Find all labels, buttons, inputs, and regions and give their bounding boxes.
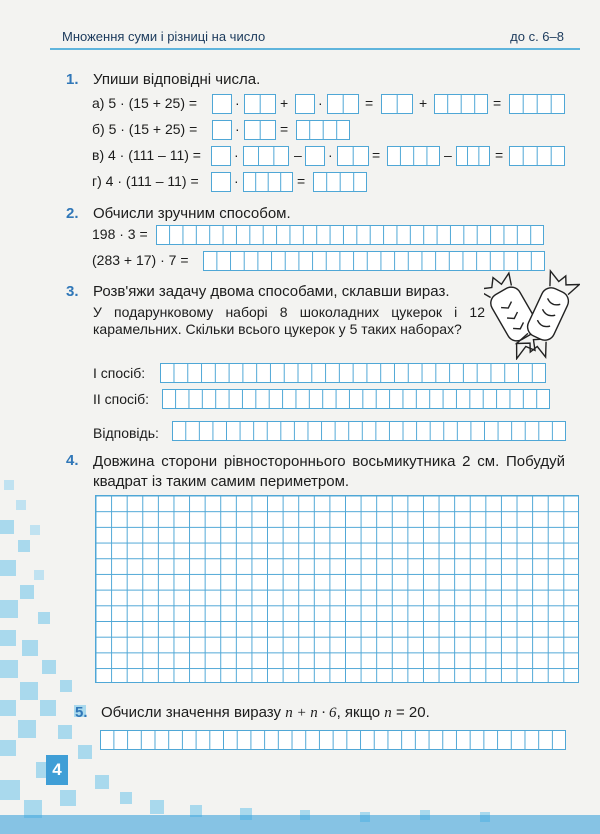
task-2-expr-1: 198 · 3 =	[92, 226, 148, 242]
answer-cell[interactable]	[212, 120, 232, 140]
task-1d-label: г) 4 · (111 – 11) =	[92, 173, 199, 189]
answer-cell[interactable]	[434, 94, 488, 114]
op-dot: ·	[328, 147, 333, 163]
task-5-text-before: Обчисли значення виразу	[101, 704, 282, 721]
task-1b-label: б) 5 · (15 + 25) =	[92, 121, 198, 137]
answer-cell[interactable]	[387, 146, 440, 166]
task-1a-label: а) 5 · (15 + 25) =	[92, 95, 198, 111]
page-header	[50, 22, 580, 50]
answer-cells-row[interactable]	[156, 225, 544, 245]
task-1c-label: в) 4 · (111 – 11) =	[92, 147, 201, 163]
answer-cell[interactable]	[509, 146, 565, 166]
op-eq: =	[495, 147, 504, 163]
op-dot: ·	[235, 121, 240, 137]
answer-cell[interactable]	[295, 94, 315, 114]
answer-cell[interactable]	[509, 94, 565, 114]
header-page-ref: до с. 6–8	[510, 29, 564, 44]
task-2-expr-2: (283 + 17) · 7 =	[92, 252, 189, 268]
method-1-label: І спосіб:	[93, 365, 146, 381]
answer-cell[interactable]	[456, 146, 490, 166]
answer-cell[interactable]	[327, 94, 359, 114]
task-3-problem-text: У подарунковому наборі 8 шоколадних цукерок і 12 карамельних. Скільки всього цукерок у 5 таких наборах?	[93, 304, 485, 337]
answer-cells-row[interactable]	[162, 389, 550, 409]
op-plus: +	[280, 95, 289, 111]
page-number-badge: 4	[46, 755, 68, 785]
op-eq: =	[365, 95, 374, 111]
task-5-number: 5.	[75, 704, 88, 721]
answer-cell[interactable]	[381, 94, 413, 114]
answer-cell[interactable]	[212, 94, 232, 114]
task-3-number: 3.	[66, 283, 79, 300]
op-dot: ·	[235, 95, 240, 111]
answer-cells-row[interactable]	[100, 730, 566, 750]
answer-cells-row[interactable]	[160, 363, 546, 383]
task-5-variable: n	[384, 705, 392, 721]
op-eq: =	[297, 173, 306, 189]
op-dot: ·	[234, 173, 239, 189]
op-eq: =	[280, 121, 289, 137]
task-5-text-after: = 20.	[395, 704, 430, 721]
op-dot: ·	[318, 95, 323, 111]
answer-cell[interactable]	[211, 172, 231, 192]
candy-illustration-icon	[484, 268, 580, 360]
task-5-expression: n + n · 6	[285, 705, 337, 721]
answer-cell[interactable]	[337, 146, 369, 166]
task-2-title: Обчисли зручним способом.	[93, 205, 291, 222]
answer-cell[interactable]	[305, 146, 325, 166]
op-eq: =	[493, 95, 502, 111]
answer-label: Відповідь:	[93, 425, 159, 441]
task-4-number: 4.	[66, 452, 79, 469]
header-title: Множення суми і різниці на число	[62, 29, 266, 44]
task-5-text	[101, 704, 430, 722]
answer-cell[interactable]	[296, 120, 350, 140]
drawing-grid[interactable]	[95, 495, 579, 683]
op-minus: –	[294, 147, 302, 163]
op-plus: +	[419, 95, 428, 111]
op-dot: ·	[234, 147, 239, 163]
task-1-number: 1.	[66, 71, 79, 88]
task-5-text-middle: , якщо	[336, 704, 381, 721]
task-2-number: 2.	[66, 205, 79, 222]
answer-cell[interactable]	[243, 146, 289, 166]
task-4-text: Довжина сторони рівностороннього восьмикутника 2 см. Побудуй квадрат із таким самим периметром.	[93, 453, 565, 490]
task-3-title: Розв'яжи задачу двома способами, склавши вираз.	[93, 283, 450, 300]
answer-cells-row[interactable]	[172, 421, 566, 441]
method-2-label: ІІ спосіб:	[93, 391, 150, 407]
answer-cell[interactable]	[244, 120, 276, 140]
task-1-title: Упиши відповідні числа.	[93, 71, 261, 88]
answer-cell[interactable]	[211, 146, 231, 166]
answer-cell[interactable]	[313, 172, 367, 192]
op-eq: =	[372, 147, 381, 163]
answer-cell[interactable]	[243, 172, 293, 192]
op-minus: –	[444, 147, 452, 163]
answer-cell[interactable]	[244, 94, 276, 114]
